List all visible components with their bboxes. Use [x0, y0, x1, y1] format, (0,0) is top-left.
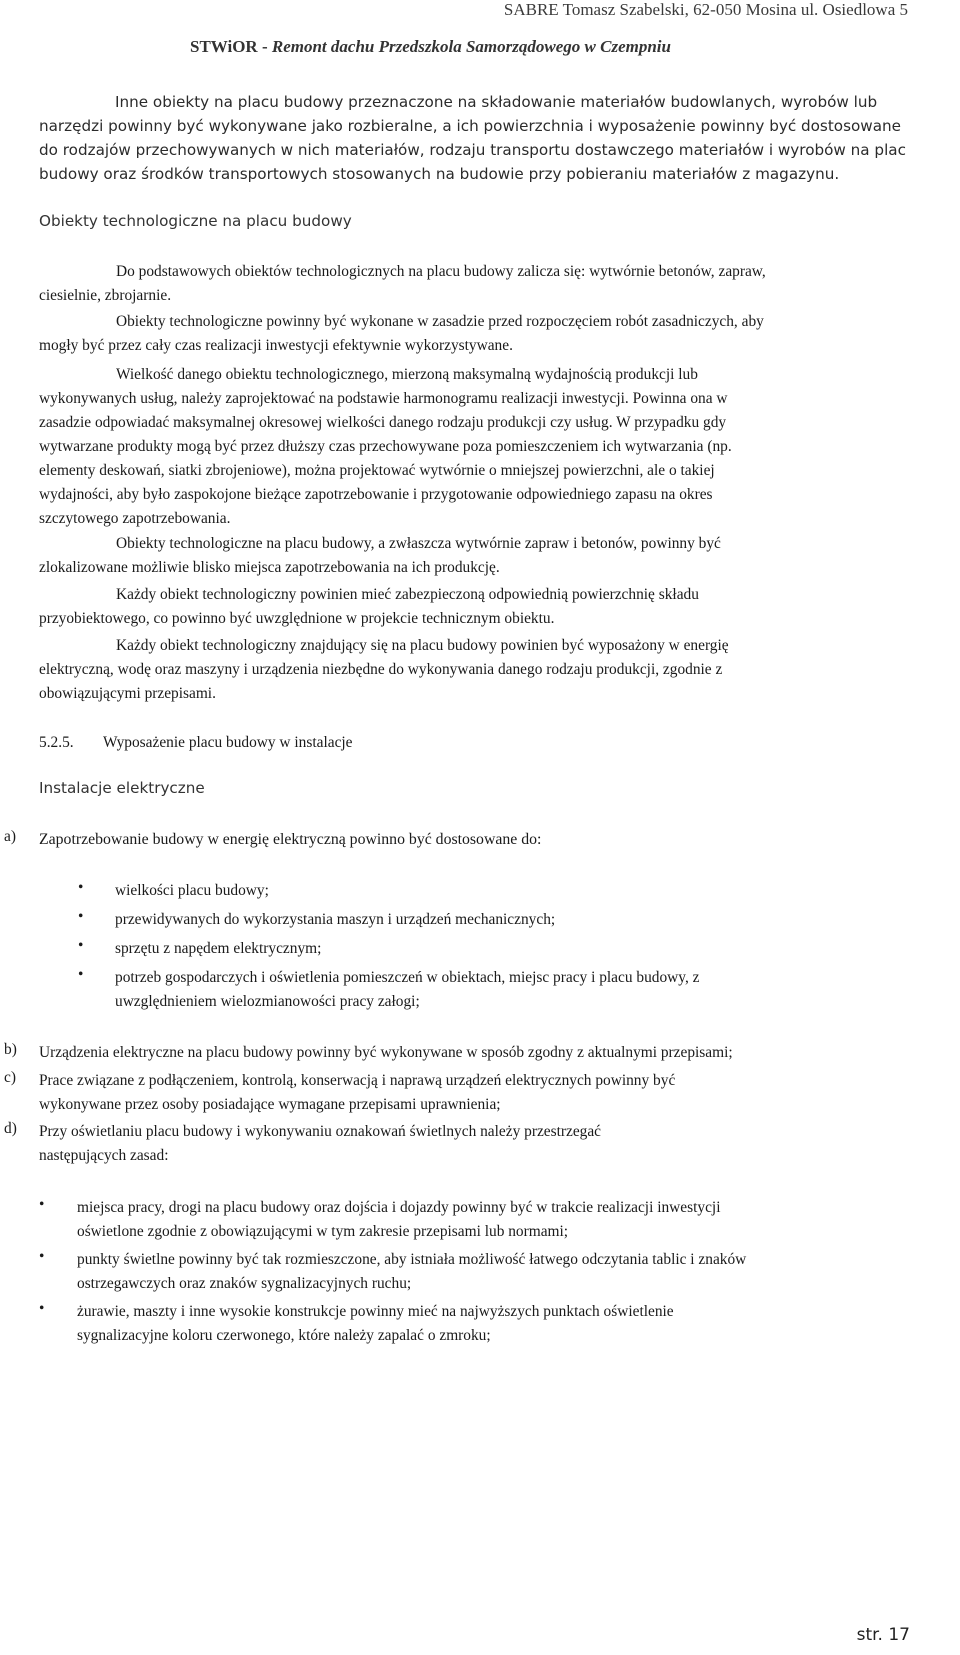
paragraph-line: elektryczną, wodę oraz maszyny i urządzenia niezbędne do wykonywania danego rodzaju produkcji, zgodnie z [39, 661, 723, 678]
paragraph-line: szczytowego zapotrzebowania. [39, 510, 231, 527]
list-item-b: Urządzenia elektryczne na placu budowy powinny być wykonywane w sposób zgodny z aktualnymi przepisami; [39, 1044, 733, 1061]
bullet-line: ostrzegawczych oraz znaków sygnalizacyjnych ruchu; [77, 1275, 412, 1292]
paragraph-line: Do podstawowych obiektów technologicznych na placu budowy zalicza się: wytwórnie betonów, zapraw, [116, 263, 766, 280]
list-label-d: d) [4, 1120, 17, 1137]
list-label-c: c) [4, 1069, 16, 1086]
paragraph-line: wykonywanych usług, należy zaprojektować na podstawie harmonogramu realizacji inwestycji. Powinna ona w [39, 390, 728, 407]
list-line: Prace związane z podłączeniem, kontrolą, konserwacją i naprawą urządzeń elektrycznych powinny być [39, 1072, 676, 1089]
list-line: wykonywane przez osoby posiadające wymagane przepisami uprawnienia; [39, 1096, 501, 1113]
paragraph-line: Każdy obiekt technologiczny znajdujący się na placu budowy powinien być wyposażony w energię [116, 637, 729, 654]
intro-line: budowy oraz środków transportowych stosowanych na budowie przy pobieraniu materiałów z magazynu. [39, 165, 840, 183]
bullet-a-2-text: przewidywanych do wykorzystania maszyn i urządzeń mechanicznych; [115, 911, 556, 928]
bullet-line: miejsca pracy, drogi na placu budowy oraz dojścia i dojazdy powinny być w trakcie realizacji inwestycji [77, 1199, 721, 1216]
list-label-b: b) [4, 1041, 17, 1058]
bullet-line: oświetlone zgodnie z obowiązującymi w tym zakresie przepisami lub normami; [77, 1223, 569, 1240]
bullet-a-4: • [78, 966, 84, 983]
list-item-a: Zapotrzebowanie budowy w energię elektryczną powinno być dostosowane do: [39, 831, 542, 848]
section-heading-objects: Obiekty technologiczne na placu budowy [39, 212, 352, 230]
header-project-title: Remont dachu Przedszkola Samorządowego w Czempniu [271, 37, 671, 56]
list-label-a: a) [4, 828, 16, 845]
bullet-a-2: • [78, 908, 84, 925]
bullet-line: sygnalizacyjne koloru czerwonego, które należy zapalać o zmroku; [77, 1327, 491, 1344]
paragraph-line: Wielkość danego obiektu technologicznego, mierzoną maksymalną wydajnością produkcji lub [116, 366, 698, 383]
bullet-a-1-text: wielkości placu budowy; [115, 882, 269, 899]
paragraph-line: przyobiektowego, co powinno być uwzględnione w projekcie technicznym obiektu. [39, 610, 555, 627]
list-line: następujących zasad: [39, 1147, 169, 1164]
bullet-d-3: • [39, 1300, 45, 1317]
paragraph-line: Każdy obiekt technologiczny powinien mieć zabezpieczoną odpowiednią powierzchnię składu [116, 586, 699, 603]
paragraph-line: Obiekty technologiczne powinny być wykonane w zasadzie przed rozpoczęciem robót zasadniczych, aby [116, 313, 764, 330]
bullet-a-3-text: sprzętu z napędem elektrycznym; [115, 940, 322, 957]
intro-line: narzędzi powinny być wykonywane jako rozbieralne, a ich powierzchnia i wyposażenie powinny być dostosowane [39, 117, 901, 135]
bullet-line: potrzeb gospodarczych i oświetlenia pomieszczeń w obiektach, miejsc pracy i placu budowy, z [115, 969, 700, 986]
paragraph-line: wytwarzane produkty mogą być przez dłuższy czas przechowywane poza pomieszczeniem ich wytwarzania (np. [39, 438, 732, 455]
header-project-prefix: STWiOR - [190, 37, 272, 56]
intro-line: do rodzajów przechowywanych w nich materiałów, rodzaju transportu dostawczego materiałów i wyrobów na plac [39, 141, 906, 159]
paragraph-line: zlokalizowane możliwie blisko miejsca zapotrzebowania na ich produkcję. [39, 559, 500, 576]
bullet-line: punkty świetlne powinny być tak rozmieszczone, aby istniała możliwość łatwego odczytania tablic i znaków [77, 1251, 747, 1268]
list-line: Przy oświetlaniu placu budowy i wykonywaniu oznakowań świetlnych należy przestrzegać [39, 1123, 602, 1140]
header-company: SABRE Tomasz Szabelski, 62-050 Mosina ul. Osiedlowa 5 [503, 0, 908, 19]
bullet-line: żurawie, maszty i inne wysokie konstrukcje powinny mieć na najwyższych punktach oświetlenie [77, 1303, 674, 1320]
bullet-a-1: • [78, 879, 84, 896]
bullet-d-2: • [39, 1248, 45, 1265]
bullet-d-1: • [39, 1196, 45, 1213]
section-number: 5.2.5. [39, 734, 74, 751]
objects-paragraph-2 [39, 310, 907, 358]
page-number: str. 17 [856, 1625, 910, 1645]
paragraph-line: wydajności, aby było zaspokojone bieżące zapotrzebowanie i przygotowanie odpowiedniego zapasu na okres [39, 486, 713, 503]
paragraph-line: elementy deskowań, siatki zbrojeniowe), można projektować wytwórnie o mniejszej powierzchni, ale o takiej [39, 462, 715, 479]
bullet-line: uwzględnieniem wielozmianowości pracy załogi; [115, 993, 420, 1010]
header-project [190, 37, 671, 57]
paragraph-line: obowiązującymi przepisami. [39, 685, 216, 702]
paragraph-line: Obiekty technologiczne na placu budowy, a zwłaszcza wytwórnie zapraw i betonów, powinny być [116, 535, 721, 552]
paragraph-line: ciesielnie, zbrojarnie. [39, 287, 172, 304]
paragraph-line: mogły być przez cały czas realizacji inwestycji efektywnie wykorzystywane. [39, 337, 513, 354]
section-title: Wyposażenie placu budowy w instalacje [103, 734, 353, 751]
intro-line: Inne obiekty na placu budowy przeznaczone na składowanie materiałów budowlanych, wyrobów lub [115, 93, 878, 111]
subsection-heading: Instalacje elektryczne [39, 779, 205, 797]
bullet-a-3: • [78, 937, 84, 954]
objects-paragraph-1 [39, 260, 907, 308]
paragraph-line: zasadzie odpowiadać maksymalnej okresowej wielkości danego rodzaju produkcji czy usług. W przypadku gdy [39, 414, 727, 431]
